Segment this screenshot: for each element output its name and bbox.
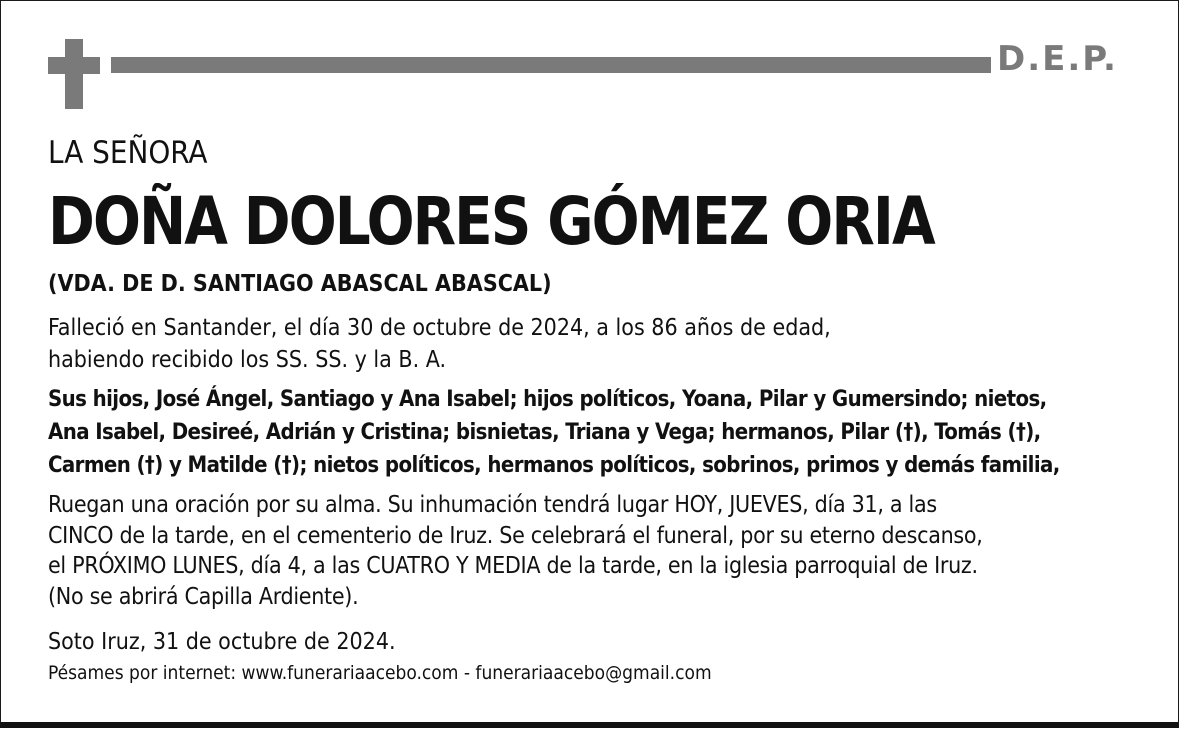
family-list (48, 383, 1060, 482)
service-line: (No se abrirá Capilla Ardiente). (48, 583, 359, 610)
widow-of: (VDA. DE D. SANTIAGO ABASCAL ABASCAL) (48, 271, 552, 297)
service-details (48, 490, 983, 612)
death-line: Falleció en Santander, el día 30 de octubre de 2024, a los 86 años de edad, (48, 315, 831, 341)
header-rule (111, 57, 991, 73)
family-line: Sus hijos, José Ángel, Santiago y Ana Isabel; hijos políticos, Yoana, Pilar y Gumersindo; nietos, (48, 387, 1047, 412)
cross-icon-bar (48, 57, 100, 74)
service-line: Ruegan una oración por su alma. Su inhumación tendrá lugar HOY, JUEVES, día 31, a las (48, 492, 937, 518)
deceased-name: DOÑA DOLORES GÓMEZ ORIA (48, 183, 934, 260)
family-line: Ana Isabel, Desireé, Adrián y Cristina; bisnietas, Triana y Vega; hermanos, Pilar (†), Tomás (†), (48, 420, 1041, 445)
death-announcement (48, 312, 831, 376)
dep-label: D.E.P. (997, 39, 1118, 79)
place-date: Soto Iruz, 31 de octubre de 2024. (48, 629, 396, 655)
cross-icon (65, 39, 83, 109)
service-line: CINCO de la tarde, en el cementerio de Iruz. Se celebrará el funeral, por su eterno descanso, (48, 522, 983, 549)
family-line: Carmen (†) y Matilde (†); nietos políticos, hermanos políticos, sobrinos, primos y demás familia, (48, 453, 1060, 478)
condolences-contact: Pésames por internet: www.funerariaacebo.com - funerariaacebo@gmail.com (48, 662, 712, 684)
salutation: LA SEÑORA (48, 135, 208, 171)
death-line: habiendo recibido los SS. SS. y la B. A. (48, 347, 447, 373)
service-line: el PRÓXIMO LUNES, día 4, a las CUATRO Y MEDIA de la tarde, en la iglesia parroquial de Iruz. (48, 553, 978, 579)
